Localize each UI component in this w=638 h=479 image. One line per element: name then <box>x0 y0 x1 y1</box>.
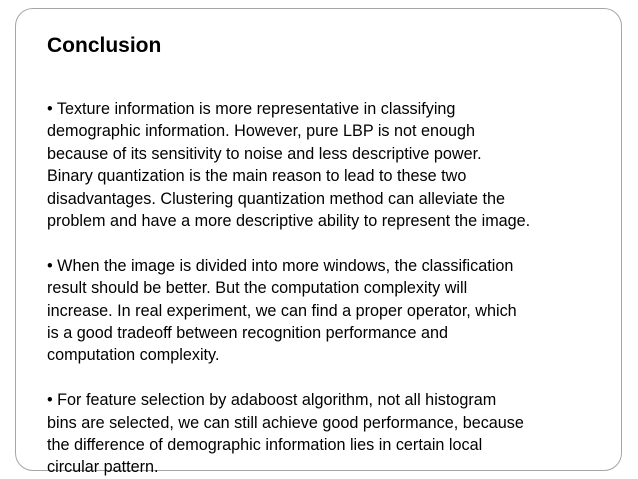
text-line: • When the image is divided into more windows, the classification <box>47 256 514 275</box>
text-line: circular pattern. <box>47 458 159 477</box>
bullet-paragraph-feature-selection <box>47 389 587 479</box>
text-line: computation complexity. <box>47 346 220 365</box>
text-line: • Texture information is more representative in classifying <box>47 100 456 118</box>
text-line: • For feature selection by adaboost algorithm, not all histogram <box>47 391 497 410</box>
text-line: result should be better. But the computation complexity will <box>47 279 468 298</box>
text-line: Binary quantization is the main reason to lead to these two <box>47 167 467 186</box>
text-line: is a good tradeoff between recognition performance and <box>47 324 449 343</box>
text-line: demographic information. However, pure LBP is not enough <box>47 122 476 141</box>
text-line: the difference of demographic information lies in certain local <box>47 436 483 455</box>
paragraph-spacer <box>47 367 587 389</box>
text-line: because of its sensitivity to noise and less descriptive power. <box>47 144 482 163</box>
paragraph-spacer <box>47 232 587 254</box>
text-line: disadvantages. Clustering quantization method can alleviate the <box>47 189 506 208</box>
slide-title: Conclusion <box>47 34 162 57</box>
bullet-paragraph-windows <box>47 255 587 367</box>
text-line: increase. In real experiment, we can find a proper operator, which <box>47 301 517 320</box>
slide-body <box>47 98 587 479</box>
text-line: problem and have a more descriptive ability to represent the image. <box>47 212 531 231</box>
text-line: bins are selected, we can still achieve good performance, because <box>47 413 524 432</box>
bullet-paragraph-texture <box>47 98 587 232</box>
